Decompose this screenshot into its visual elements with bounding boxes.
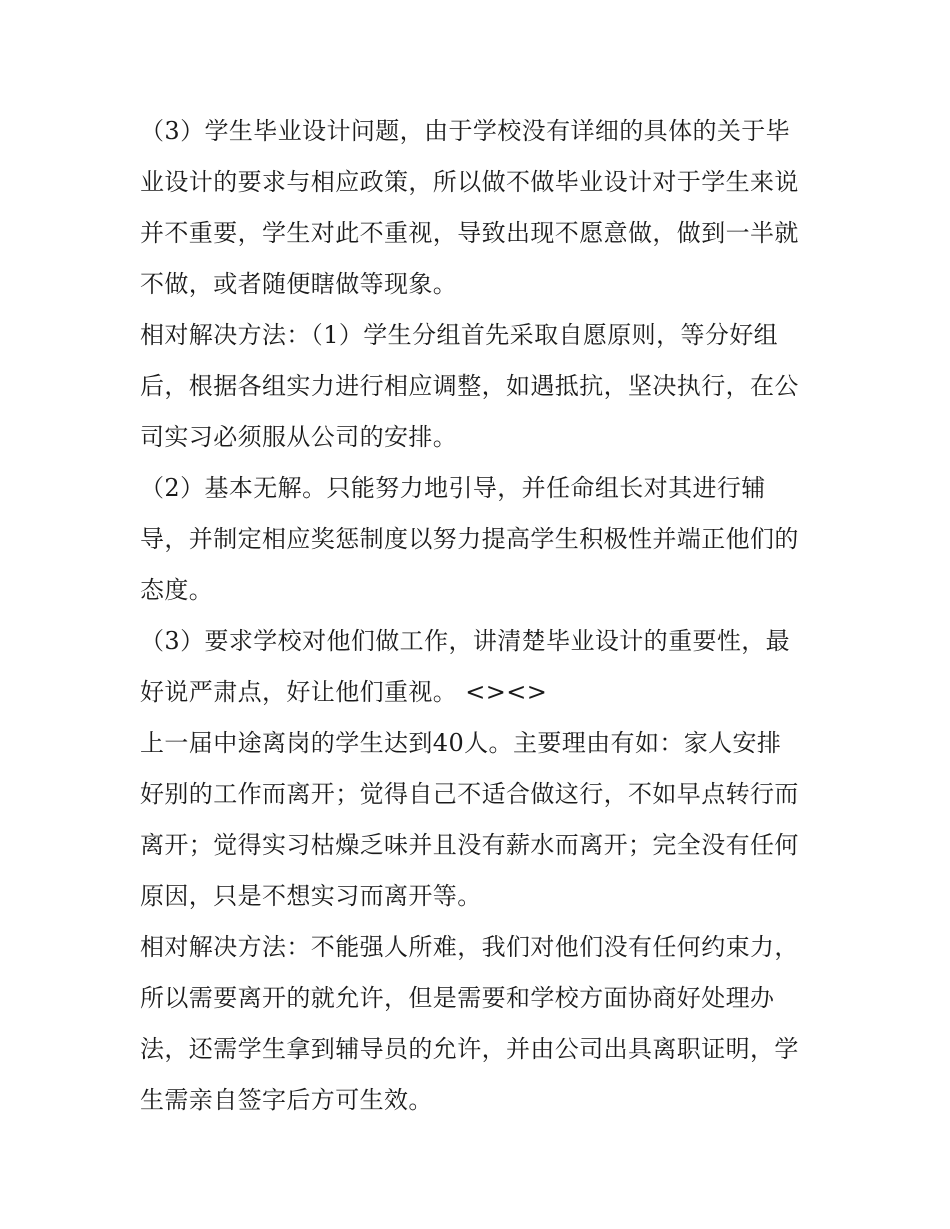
text-line: （3）要求学校对他们做工作，讲清楚毕业设计的重要性，最 xyxy=(140,627,791,655)
text-line: 相对解决方法：（1）学生分组首先采取自愿原则，等分好组 xyxy=(140,321,779,349)
text-line: 不做，或者随便瞎做等现象。 xyxy=(140,270,458,298)
text-line: 态度。 xyxy=(140,576,214,604)
paragraph-solution-2 xyxy=(140,463,816,616)
text-line: 法，还需学生拿到辅导员的允许，并由公司出具离职证明，学 xyxy=(140,1035,799,1063)
text-line: 业设计的要求与相应政策，所以做不做毕业设计对于学生来说 xyxy=(140,168,799,196)
paragraph-dropout-students xyxy=(140,718,816,922)
paragraph-solution-1 xyxy=(140,310,816,463)
paragraph-dropout-solution xyxy=(140,922,816,1126)
text-line: 相对解决方法：不能强人所难，我们对他们没有任何约束力， xyxy=(140,933,799,961)
text-line: 导，并制定相应奖惩制度以努力提高学生积极性并端正他们的 xyxy=(140,525,799,553)
text-line: 所以需要离开的就允许，但是需要和学校方面协商好处理办 xyxy=(140,984,775,1012)
paragraph-graduation-design-problem xyxy=(140,106,816,310)
text-line: 上一届中途离岗的学生达到40人。主要理由有如：家人安排 xyxy=(140,729,782,757)
text-line: 好说严肃点，好让他们重视。 <><> xyxy=(140,678,548,706)
text-line: （3）学生毕业设计问题，由于学校没有详细的具体的关于毕 xyxy=(140,117,791,145)
text-line: 离开；觉得实习枯燥乏味并且没有薪水而离开；完全没有任何 xyxy=(140,831,799,859)
text-line: 原因，只是不想实习而离开等。 xyxy=(140,882,482,910)
text-line: 并不重要，学生对此不重视，导致出现不愿意做，做到一半就 xyxy=(140,219,799,247)
text-line: （2）基本无解。只能努力地引导，并任命组长对其进行辅 xyxy=(140,474,766,502)
paragraph-solution-3 xyxy=(140,616,816,718)
text-line: 好别的工作而离开；觉得自己不适合做这行，不如早点转行而 xyxy=(140,780,799,808)
document-body xyxy=(140,106,816,1126)
text-line: 司实习必须服从公司的安排。 xyxy=(140,423,458,451)
text-line: 生需亲自签字后方可生效。 xyxy=(140,1086,433,1114)
text-line: 后，根据各组实力进行相应调整，如遇抵抗，坚决执行，在公 xyxy=(140,372,799,400)
